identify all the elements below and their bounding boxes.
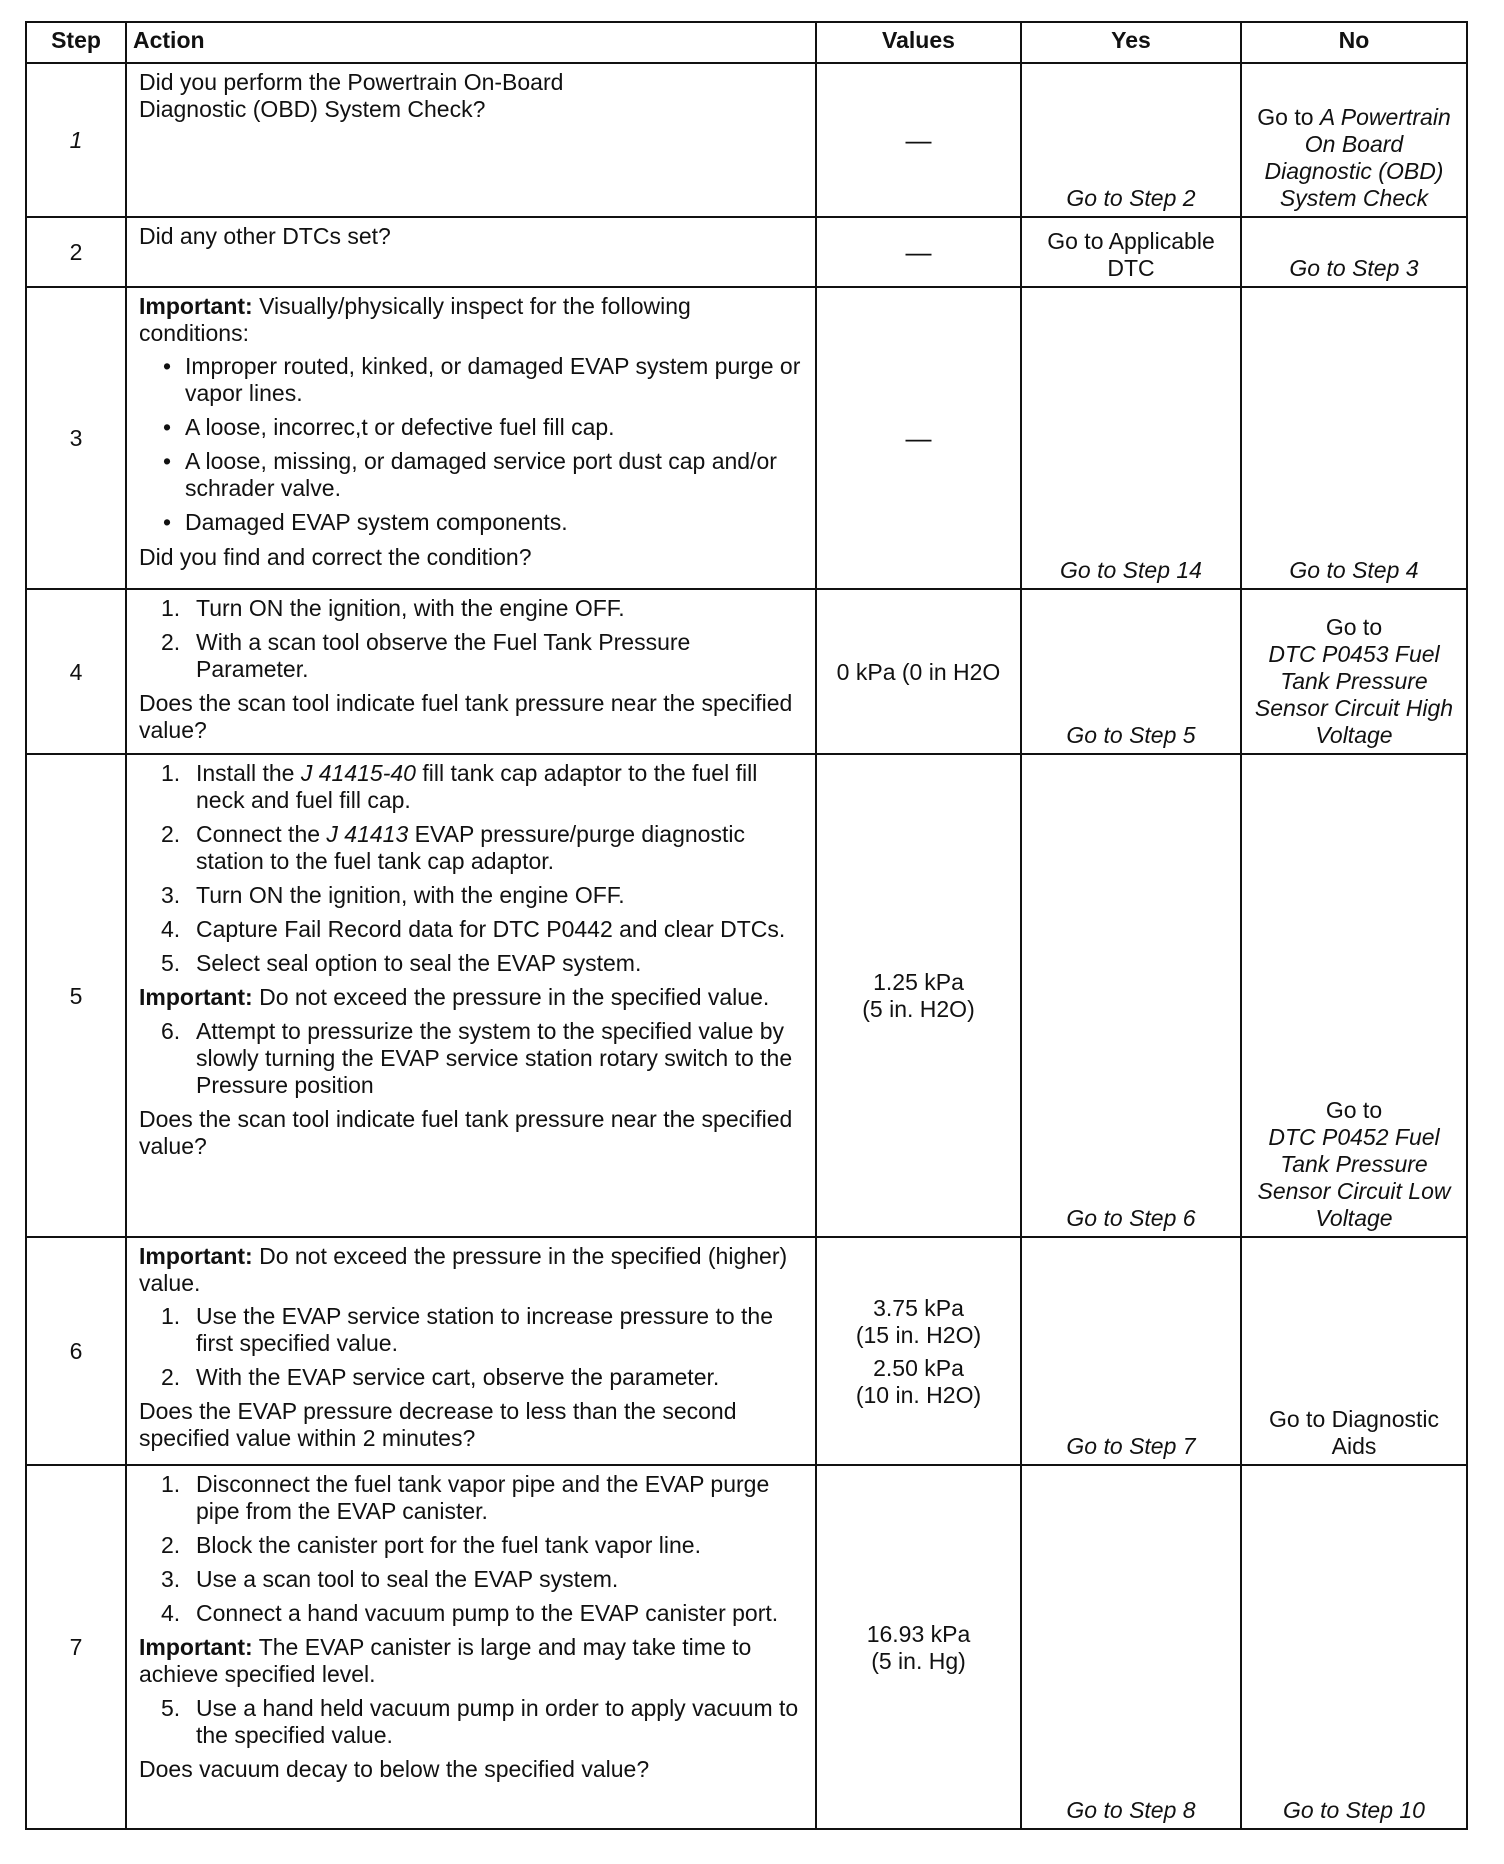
list-item: 1. Turn ON the ignition, with the engine OFF. — [161, 595, 625, 621]
value-cell — [816, 217, 1021, 287]
action-cell — [126, 1237, 816, 1465]
value: — — [905, 124, 932, 155]
condition-list — [139, 353, 803, 536]
no-link[interactable]: Go to Step 10 — [1241, 1465, 1467, 1829]
important-label: Important: — [139, 984, 253, 1010]
yes-link[interactable]: Go to Step 5 — [1021, 589, 1241, 754]
important-text: Visually/physically inspect for the following conditions: — [139, 293, 691, 346]
no-link[interactable] — [1241, 63, 1467, 217]
yes-link[interactable]: Go to Step 7 — [1021, 1237, 1241, 1465]
question: Did any other DTCs set? — [139, 223, 391, 249]
no-target: DTC P0453 Fuel Tank Pressure Sensor Circuit High Voltage — [1254, 641, 1454, 748]
step-number: 7 — [26, 1465, 126, 1829]
header-step: Step — [26, 22, 126, 63]
no-link[interactable]: Go to Diagnostic Aids — [1241, 1237, 1467, 1465]
list-item: 2. With a scan tool observe the Fuel Tank Pressure Parameter. — [161, 629, 691, 682]
important-label: Important: — [139, 1634, 253, 1660]
question: Does the EVAP pressure decrease to less than the second specified value within 2 minutes? — [139, 1398, 737, 1451]
value: 0 kPa (0 in H2O — [816, 589, 1021, 754]
action-cell — [126, 287, 816, 589]
list-item: • A loose, missing, or damaged service port dust cap and/or schrader valve. — [139, 448, 803, 502]
list-item: 3. Turn ON the ignition, with the engine OFF. — [161, 882, 625, 908]
question: Did you perform the Powertrain On-Board Diagnostic (OBD) System Check? — [139, 69, 564, 122]
list-item: 6. Attempt to pressurize the system to the specified value by slowly turning the EVAP service station rotary switch to the Pressure position — [161, 1018, 793, 1098]
no-link[interactable]: Go to Step 4 — [1241, 287, 1467, 589]
table-row — [26, 1237, 1467, 1465]
procedure-list — [139, 595, 803, 683]
important-text: Do not exceed the pressure in the specified (higher) value. — [139, 1243, 788, 1296]
value: — — [905, 236, 932, 267]
header-action: Action — [126, 22, 816, 63]
question: Does the scan tool indicate fuel tank pressure near the specified value? — [139, 690, 793, 743]
diagnostic-table — [25, 21, 1468, 1830]
list-item: • Improper routed, kinked, or damaged EVAP system purge or vapor lines. — [139, 353, 803, 407]
table-row — [26, 287, 1467, 589]
list-item: 5. Use a hand held vacuum pump in order to apply vacuum to the specified value. — [161, 1695, 799, 1748]
no-prefix: Go to — [1325, 1097, 1383, 1123]
important-note — [139, 293, 803, 347]
header-yes: Yes — [1021, 22, 1241, 63]
value: (15 in. H2O) — [855, 1321, 982, 1348]
table-row — [26, 754, 1467, 1237]
value: 2.50 kPa — [873, 1354, 964, 1381]
value-cell — [816, 287, 1021, 589]
table-row — [26, 589, 1467, 754]
value: 1.25 kPa — [873, 969, 964, 995]
value: 16.93 kPa — [866, 1620, 971, 1647]
value-cell — [816, 63, 1021, 217]
important-label: Important: — [139, 1243, 253, 1269]
list-item: 2. Block the canister port for the fuel tank vapor line. — [161, 1532, 701, 1558]
yes-link[interactable]: Go to Step 8 — [1021, 1465, 1241, 1829]
value: 3.75 kPa — [873, 1294, 964, 1321]
action-cell — [126, 217, 816, 287]
step-number: 6 — [26, 1237, 126, 1465]
step-number: 5 — [26, 754, 126, 1237]
value: — — [905, 422, 932, 453]
question: Does the scan tool indicate fuel tank pressure near the specified value? — [139, 1106, 793, 1159]
list-item: 3. Use a scan tool to seal the EVAP system. — [161, 1566, 619, 1592]
yes-link[interactable]: Go to Step 2 — [1021, 63, 1241, 217]
no-target: DTC P0452 Fuel Tank Pressure Sensor Circuit Low Voltage — [1257, 1124, 1451, 1231]
action-cell — [126, 754, 816, 1237]
value-cell — [816, 754, 1021, 1237]
list-item: 4. Connect a hand vacuum pump to the EVAP canister port. — [161, 1600, 779, 1626]
header-row — [26, 22, 1467, 63]
list-item: 5. Select seal option to seal the EVAP system. — [161, 950, 642, 976]
tool-number: J 41413 — [326, 821, 409, 847]
value: (5 in. Hg) — [871, 1647, 966, 1674]
table-row — [26, 1465, 1467, 1829]
value: (5 in. H2O) — [862, 996, 975, 1022]
question: Does vacuum decay to below the specified value? — [139, 1756, 650, 1782]
step-number: 1 — [26, 63, 126, 217]
no-link[interactable] — [1241, 589, 1467, 754]
list-item: 1. Install the J 41415-40 fill tank cap adaptor to the fuel fill neck and fuel fill cap. — [161, 760, 758, 813]
list-item: 1. Disconnect the fuel tank vapor pipe and the EVAP purge pipe from the EVAP canister. — [161, 1471, 770, 1524]
header-no: No — [1241, 22, 1467, 63]
value-cell — [816, 1237, 1021, 1465]
header-values: Values — [816, 22, 1021, 63]
important-text: Do not exceed the pressure in the specified value. — [259, 984, 770, 1010]
tool-number: J 41415-40 — [300, 760, 416, 786]
procedure-list — [139, 1471, 803, 1627]
no-prefix: Go to — [1257, 104, 1314, 130]
list-item: 2. Connect the J 41413 EVAP pressure/purge diagnostic station to the fuel tank cap adaptor. — [161, 821, 745, 874]
action-cell — [126, 1465, 816, 1829]
list-item: 4. Capture Fail Record data for DTC P0442 and clear DTCs. — [161, 916, 786, 942]
important-note — [139, 1634, 803, 1688]
important-label: Important: — [139, 293, 253, 319]
value: (10 in. H2O) — [855, 1381, 982, 1408]
action-cell — [126, 589, 816, 754]
yes-link[interactable]: Go to Step 6 — [1021, 754, 1241, 1237]
no-link[interactable]: Go to Step 3 — [1241, 217, 1467, 287]
procedure-list — [139, 760, 803, 977]
list-item: 1. Use the EVAP service station to increase pressure to the first specified value. — [161, 1303, 773, 1356]
important-text: The EVAP canister is large and may take time to achieve specified level. — [139, 1634, 752, 1687]
table-row — [26, 217, 1467, 287]
important-note — [139, 1243, 803, 1297]
no-target: A Powertrain On Board Diagnostic (OBD) System Check — [1264, 104, 1451, 211]
list-item: • Damaged EVAP system components. — [139, 509, 803, 536]
procedure-list — [139, 1695, 803, 1749]
question: Did you find and correct the condition? — [139, 544, 532, 570]
value-cell — [816, 1465, 1021, 1829]
no-prefix: Go to — [1325, 614, 1383, 640]
action-cell — [126, 63, 816, 217]
procedure-list — [139, 1018, 803, 1099]
yes-link[interactable]: Go to Applicable DTC — [1021, 217, 1241, 287]
step-number: 2 — [26, 217, 126, 287]
important-note — [139, 984, 803, 1011]
table-row — [26, 63, 1467, 217]
no-link[interactable] — [1241, 754, 1467, 1237]
list-item: • A loose, incorrec,t or defective fuel fill cap. — [139, 414, 803, 441]
list-item: 2. With the EVAP service cart, observe the parameter. — [161, 1364, 720, 1390]
yes-link[interactable]: Go to Step 14 — [1021, 287, 1241, 589]
procedure-list — [139, 1303, 803, 1391]
step-number: 4 — [26, 589, 126, 754]
step-number: 3 — [26, 287, 126, 589]
